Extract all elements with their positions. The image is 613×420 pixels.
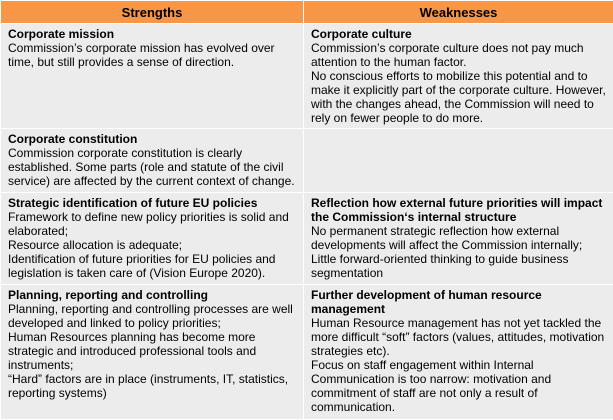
weakness-body: Human Resource management has not yet tackled the more difficult “soft” factors (values, attitudes, motivation strategies etc). Focus on staff engagement within Internal Communication is too narrow: motivation and commitment of staff are not only a result of communication.	[311, 316, 605, 415]
strength-cell	[1, 128, 304, 192]
strength-cell	[1, 192, 304, 284]
strength-cell	[1, 285, 304, 420]
table-row	[1, 192, 613, 284]
strength-title: Corporate mission	[8, 27, 115, 41]
strengths-header: Strengths	[1, 1, 304, 24]
strength-title: Strategic identification of future EU policies	[8, 195, 258, 210]
weakness-title: Further development of human resource management	[311, 288, 542, 317]
table-row	[1, 285, 613, 420]
weakness-title: Reflection how external future priorities will impact the Commission‘s internal structure	[311, 195, 603, 224]
weakness-body: No permanent strategic reflection how external developments will affect the Commission internally; Little forward-oriented thinking to guide business segmentation	[311, 223, 583, 280]
table-row	[1, 128, 613, 192]
header-row	[1, 1, 613, 24]
strength-title: Corporate constitution	[8, 131, 138, 146]
strength-body: Framework to define new policy priorities is solid and elaborated; Resource allocation is adequate; Identification of future priorities for EU policies and legislation is taken care of (Vision Europe 2020).	[8, 209, 289, 280]
strength-title: Planning, reporting and controlling	[8, 288, 208, 303]
weakness-cell	[304, 285, 613, 420]
strength-body: Commission’s corporate mission has evolved over time, but still provides a sense of direction.	[8, 41, 275, 69]
weaknesses-header: Weaknesses	[304, 1, 613, 24]
table-row	[1, 24, 613, 129]
weakness-cell	[304, 24, 613, 129]
strength-body: Planning, reporting and controlling processes are well developed and linked to policy priorities; Human Resources planning has become more strategic and introduced professional tools and instruments; “Hard” factors are in place (instruments, IT, statistics, reporting systems)	[8, 302, 293, 401]
weakness-cell	[304, 192, 613, 284]
strength-body: Commission corporate constitution is clearly established. Some parts (role and statute of the civil service) are affected by the current context of change.	[8, 145, 295, 188]
weakness-cell-empty	[304, 128, 613, 192]
strength-cell	[1, 24, 304, 129]
weakness-title: Corporate culture	[311, 27, 412, 41]
weakness-body: Commission’s corporate culture does not pay much attention to the human factor. No conscious efforts to mobilize this potential and to make it explicitly part of the corporate culture. However, with the changes ahead, the Commission will need to rely on fewer people to do more.	[311, 41, 606, 125]
